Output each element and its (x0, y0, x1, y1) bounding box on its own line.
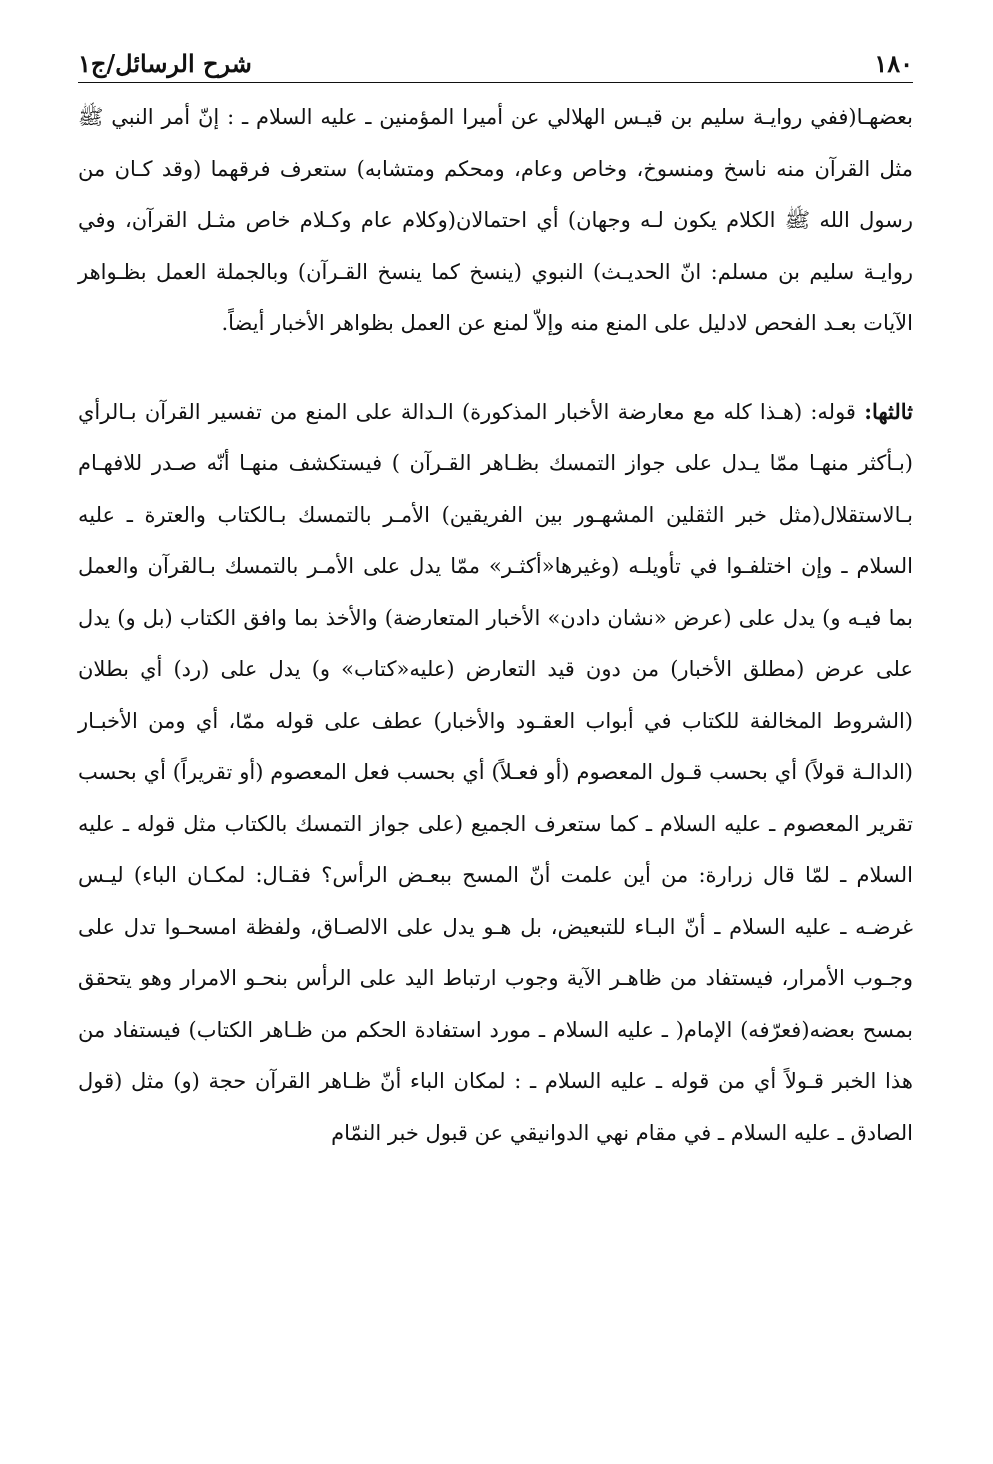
paragraph-1 (78, 92, 913, 350)
paragraph-1-text: بعضهـا(ففي روايـة سليم بن قيـس الهلالي عن أميرا المؤمنين ـ عليه السلام ـ : إنّ أمر النبي ﷺ مثل القرآن منه ناسخ ومنسوخ، وخاص وعام، ومحكم ومتشابه) ستعرف فرقهما (وقد كـان من رسول الله ﷺ الكلام يكون لـه وجهان) أي احتمالان(وكلام عام وكـلام خاص مثـل القرآن، وفي روايـة سليم بن مسلم: انّ الحديـث) النبوي (ينسخ كما ينسخ القـرآن) وبالجملة العمل بظـواهر الآيات بعـد الفحص لادليل على المنع منه وإلاّ لمنع عن العمل بظواهر الأخبار أيضاً. (78, 105, 913, 335)
book-title: شرح الرسائل/ج١ (78, 49, 252, 78)
page-body (78, 92, 913, 1159)
page-number: ١٨٠ (874, 49, 913, 78)
paragraph-2-text: قوله: (هـذا كله مع معارضة الأخبار المذكورة) الـدالة على المنع من تفسير القرآن بـالرأي (بـأكثر منهـا ممّا يـدل على جواز التمسك بظـاهر القـرآن ) فيستكشف منهـا أنّه صـدر للافهـام بـالاستقلال(مثل خبر الثقلين المشهـور بين الفريقين) الأمـر بالتمسك بـالكتاب والعترة ـ عليه السلام ـ وإن اختلفـوا في تأويلـه (وغيرها«أكثـر» ممّا يدل على الأمـر بالتمسك بـالقرآن والعمل بما فيـه و) يدل على (عرض «نشان دادن» الأخبار المتعارضة) والأخذ بما وافق الكتاب (بل و) يدل على عرض (مطلق الأخبار) من دون قيد التعارض (عليه«كتاب» و) يدل على (رد) أي بطلان (الشروط المخالفة للكتاب في أبواب العقـود والأخبار) عطف على قوله ممّا، أي ومن الأخبـار (الدالـة قولاً) أي بحسب قـول المعصوم (أو فعـلاً) أي بحسب فعل المعصوم (أو تقريراً) أي بحسب تقرير المعصوم ـ عليه السلام ـ كما ستعرف الجميع (على جواز التمسك بالكتاب مثل قوله ـ عليه السلام ـ لمّا قال زرارة: من أين علمت أنّ المسح ببعـض الرأس؟ فقـال: لمكـان الباء) ليـس غرضـه ـ عليه السلام ـ أنّ البـاء للتبعيض، بل هـو يدل على الالصـاق، ولفظة امسحـوا تدل على وجـوب الأمرار، فيستفاد من ظاهـر الآية وجوب ارتباط اليد على الرأس بنحـو الامرار وهو يتحقق بمسح بعضه(فعرّفه) الإمام( ـ عليه السلام ـ مورد استفادة الحكم من ظـاهر الكتاب) فيستفاد من هذا الخبر قـولاً أي من قوله ـ عليه السلام ـ : لمكان الباء أنّ ظـاهر القرآن حجة (و) مثل (قول الصادق ـ عليه السلام ـ في مقام نهي الدوانيقي عن قبول خبر النمّام (78, 399, 913, 1145)
paragraph-2-lead: ثالثها: (864, 398, 913, 424)
page-header (78, 40, 913, 78)
header-rule (78, 82, 913, 83)
paragraph-2 (78, 386, 913, 1160)
